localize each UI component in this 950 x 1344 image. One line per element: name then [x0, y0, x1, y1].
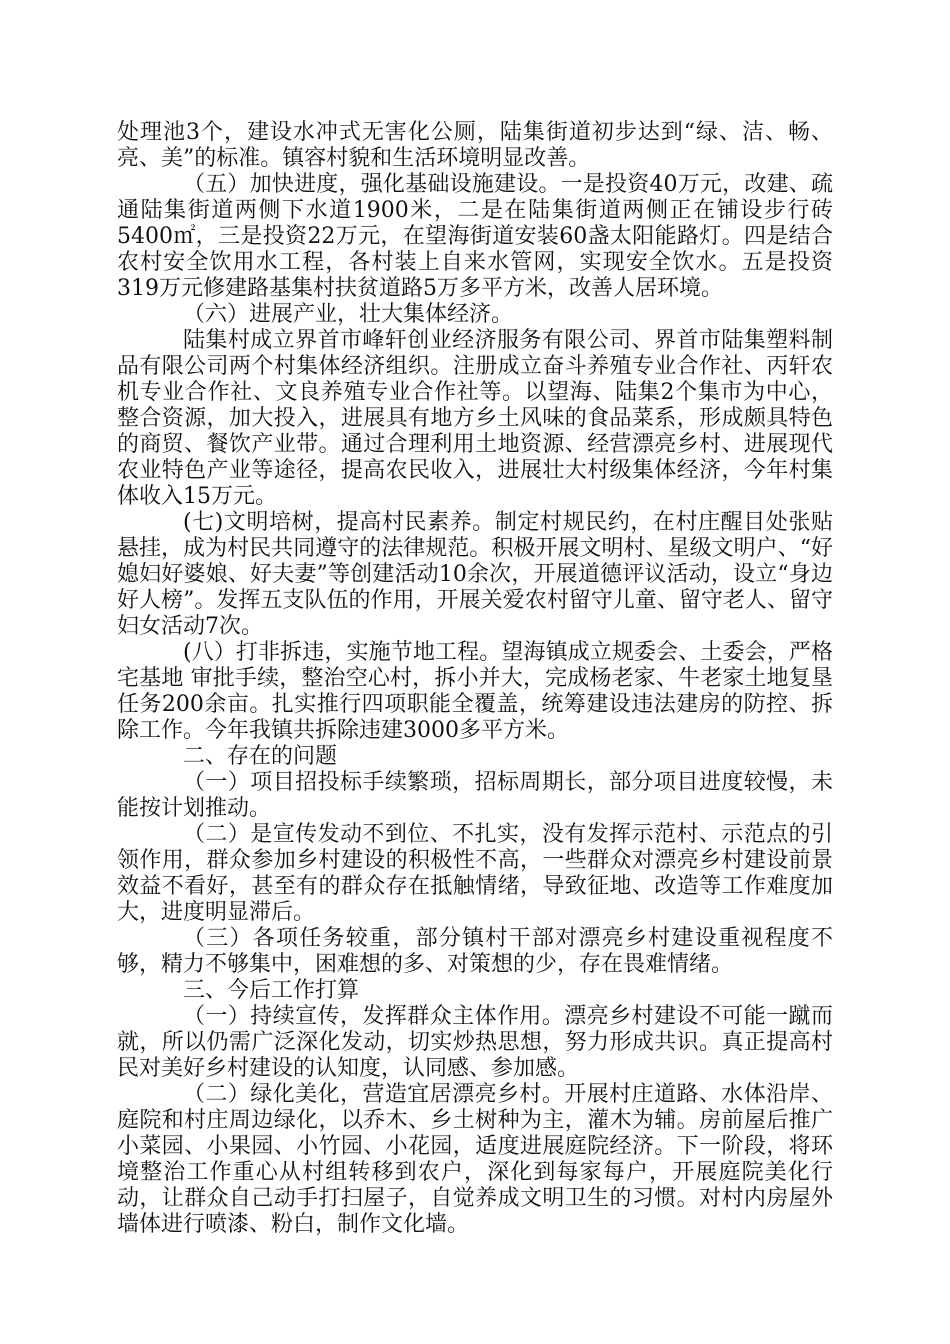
heading-future-plans: 三、今后工作打算: [183, 978, 360, 1003]
paragraph-plan-1: （一）持续宣传，发挥群众主体作用。漂亮乡村建设不可能一蹴而就，所以仍需广泛深化发动，切实炒热思想，努力形成共识。真正提高村民对美好乡村建设的认知度，认同感、参加感。: [117, 1004, 833, 1081]
document-body: [117, 120, 833, 1238]
paragraph-section-8-demolition: (八）打非拆违，实施节地工程。望海镇成立规委会、土委会，严格宅基地 审批手续，整治空心村，拆小并大，完成杨老家、牛老家土地复垦任务200余亩。扎实推行四项职能全覆盖，统筹建设违法建房的防控、拆除工作。今年我镇共拆除违建3000多平方米。: [117, 640, 833, 743]
paragraph-problem-1: （一）项目招投标手续繁琐，招标周期长，部分项目进度较慢，未能按计划推动。: [117, 770, 833, 821]
heading-problems: 二、存在的问题: [183, 744, 338, 769]
paragraph-section-6-body: 陆集村成立界首市峰轩创业经济服务有限公司、界首市陆集塑料制品有限公司两个村集体经济组织。注册成立奋斗养殖专业合作社、丙轩农机专业合作社、文良养殖专业合作社等。以望海、陆集2个集市为中心，整合资源，加大投入，进展具有地方乡土风味的食品菜系，形成颇具特色的商贸、餐饮产业带。通过合理利用土地资源、经营漂亮乡村、进展现代农业特色产业等途径，提高农民收入，进展壮大村级集体经济，今年村集体收入15万元。: [117, 328, 833, 509]
paragraph-problem-3: （三）各项任务较重，部分镇村干部对漂亮乡村建设重视程度不够，精力不够集中，困难想的多、对策想的少，存在畏难情绪。: [117, 926, 833, 977]
paragraph-problem-2: （二）是宣传发动不到位、不扎实，没有发挥示范村、示范点的引领作用，群众参加乡村建设的积极性不高，一些群众对漂亮乡村建设前景效益不看好，甚至有的群众存在抵触情绪，导致征地、改造等工作难度加大，进度明显滞后。: [117, 822, 833, 925]
paragraph-section-5-infrastructure: （五）加快进度，强化基础设施建设。一是投资40万元，改建、疏通陆集街道两侧下水道1900米，二是在陆集街道两侧正在铺设步行砖5400㎡，三是投资22万元，在望海街道安装60盏太阳能路灯。四是结合农村安全饮用水工程，各村装上自来水管网，实现安全饮水。五是投资319万元修建路基集村扶贫道路5万多平方米，改善人居环境。: [117, 172, 833, 301]
paragraph-section-7-civilization: (七)文明培树，提高村民素养。制定村规民约，在村庄醒目处张贴悬挂，成为村民共同遵守的法律规范。积极开展文明村、星级文明户、“好媳妇好婆娘、好夫妻”等创建活动10余次，开展道德评议活动，设立“身边好人榜”。发挥五支队伍的作用，开展关爱农村留守儿童、留守老人、留守妇女活动7次。: [117, 510, 833, 639]
paragraph-section-6-heading: （六）进展产业，壮大集体经济。: [183, 302, 514, 327]
paragraph-continued-sanitation: 处理池3个，建设水冲式无害化公厕，陆集街道初步达到“绿、洁、畅、亮、美”的标准。镇容村貌和生活环境明显改善。: [117, 120, 833, 171]
paragraph-plan-2: （二）绿化美化，营造宜居漂亮乡村。开展村庄道路、水体沿岸、庭院和村庄周边绿化，以乔木、乡土树种为主，灌木为辅。房前屋后推广小菜园、小果园、小竹园、小花园，适度进展庭院经济。下一阶段，将环境整治工作重心从村组转移到农户，深化到每家每户，开展庭院美化行动，让群众自己动手打扫屋子，自觉养成文明卫生的习惯。对村内房屋外墙体进行喷漆、粉白，制作文化墙。: [117, 1082, 833, 1237]
